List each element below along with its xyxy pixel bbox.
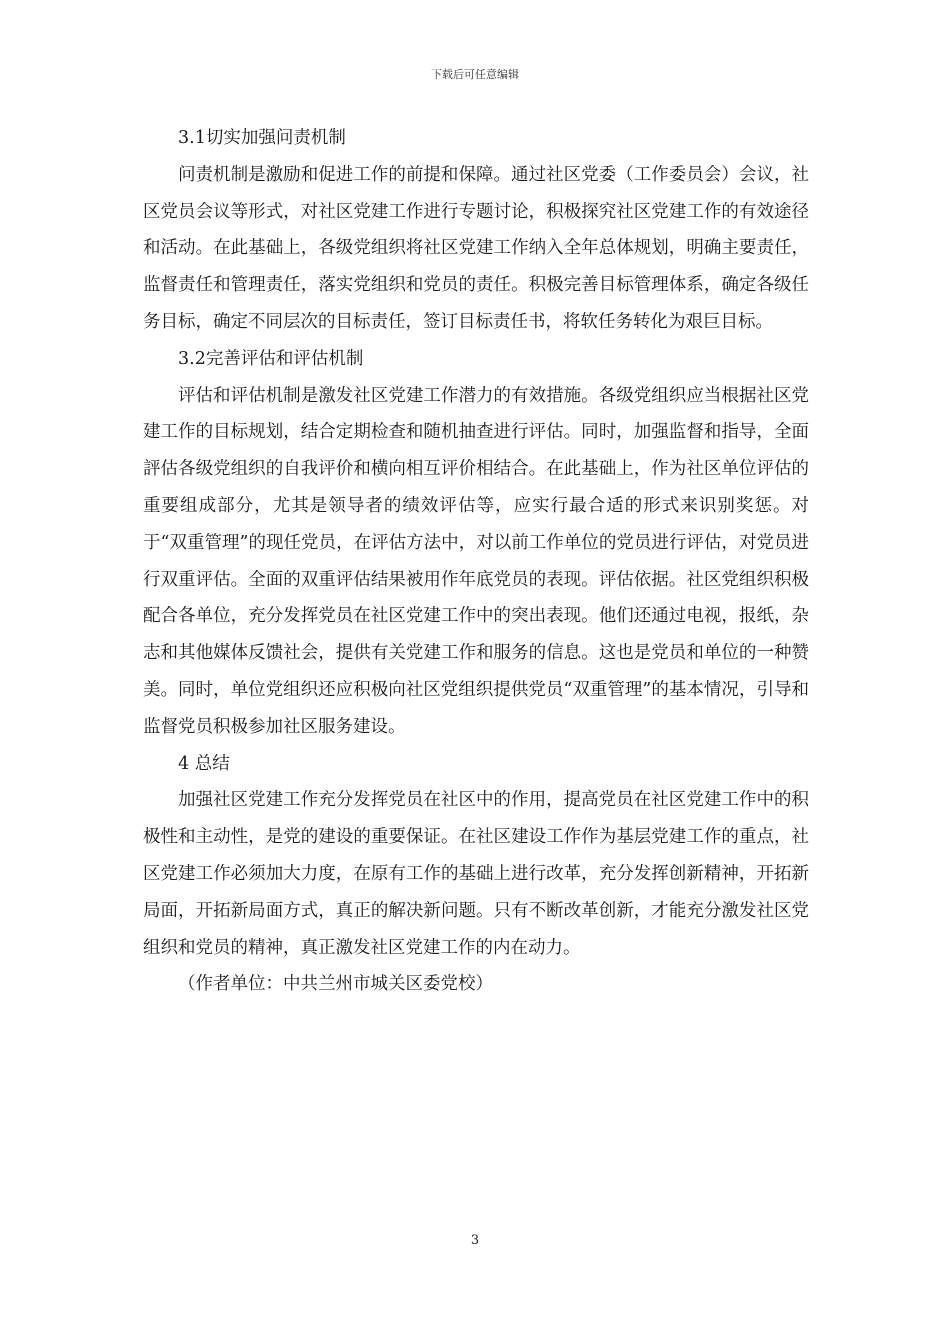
document-body [143,120,809,1003]
section-paragraph-3-2: 评估和评估机制是激发社区党建工作潜力的有效措施。各级党组织应当根据社区党建工作的目标规划，结合定期检查和随机抽查进行评估。同时，加强监督和指导，全面評估各级党组织的自我评价和横向相互评价相结合。在此基础上，作为社区单位评估的重要组成部分，尤其是领导者的绩效评估等，应实行最合适的形式来识别奖惩。对于“双重管理”的现任党员，在评估方法中，对以前工作单位的党员进行评估，对党员进行双重评估。全面的双重评估结果被用作年底党员的表现。评估依据。社区党组织积极配合各单位，充分发挥党员在社区党建工作中的突出表现。他们还通过电视，报纸，杂志和其他媒体反馈社会，提供有关党建工作和服务的信息。这也是党员和单位的一种赞美。同时，单位党组织还应积极向社区党组织提供党员“双重管理”的基本情况，引导和监督党员积极参加社区服务建设。 [143,385,809,737]
section-heading-4: 4 总结 [178,753,230,774]
section-heading-3-1: 3.1切实加强问责机制 [178,128,346,148]
section-paragraph-4: 加强社区党建工作充分发挥党员在社区中的作用，提高党员在社区党建工作中的积极性和主动性，是党的建设的重要保证。在社区建设工作作为基层党建工作的重点，社区党建工作必须加大力度，在原有工作的基础上进行改革，充分发挥创新精神，开拓新局面，开拓新局面方式，真正的解决新问题。只有不断改革创新，才能充分激发社区党组织和党员的精神，真正激发社区党建工作的内在动力。 [143,790,809,958]
author-affiliation: （作者单位：中共兰州市城关区委党校） [178,974,493,995]
page-header: 下载后可任意编辑 [431,68,519,81]
section-heading-3-2: 3.2完善评估和评估机制 [178,348,364,369]
page-number: 3 [470,1233,480,1248]
section-paragraph-3-1: 问责机制是激励和促进工作的前提和保障。通过社区党委（工作委员会）会议，社区党员会议等形式，对社区党建工作进行专题讨论，积极探究社区党建工作的有效途径和活动。在此基础上，各级党组织将社区党建工作纳入全年总体规划，明确主要责任，监督责任和管理责任，落实党组织和党员的责任。积极完善目标管理体系，确定各级任务目标，确定不同层次的目标责任，签订目标责任书，将软任务转化为艰巨目标。 [143,164,809,332]
